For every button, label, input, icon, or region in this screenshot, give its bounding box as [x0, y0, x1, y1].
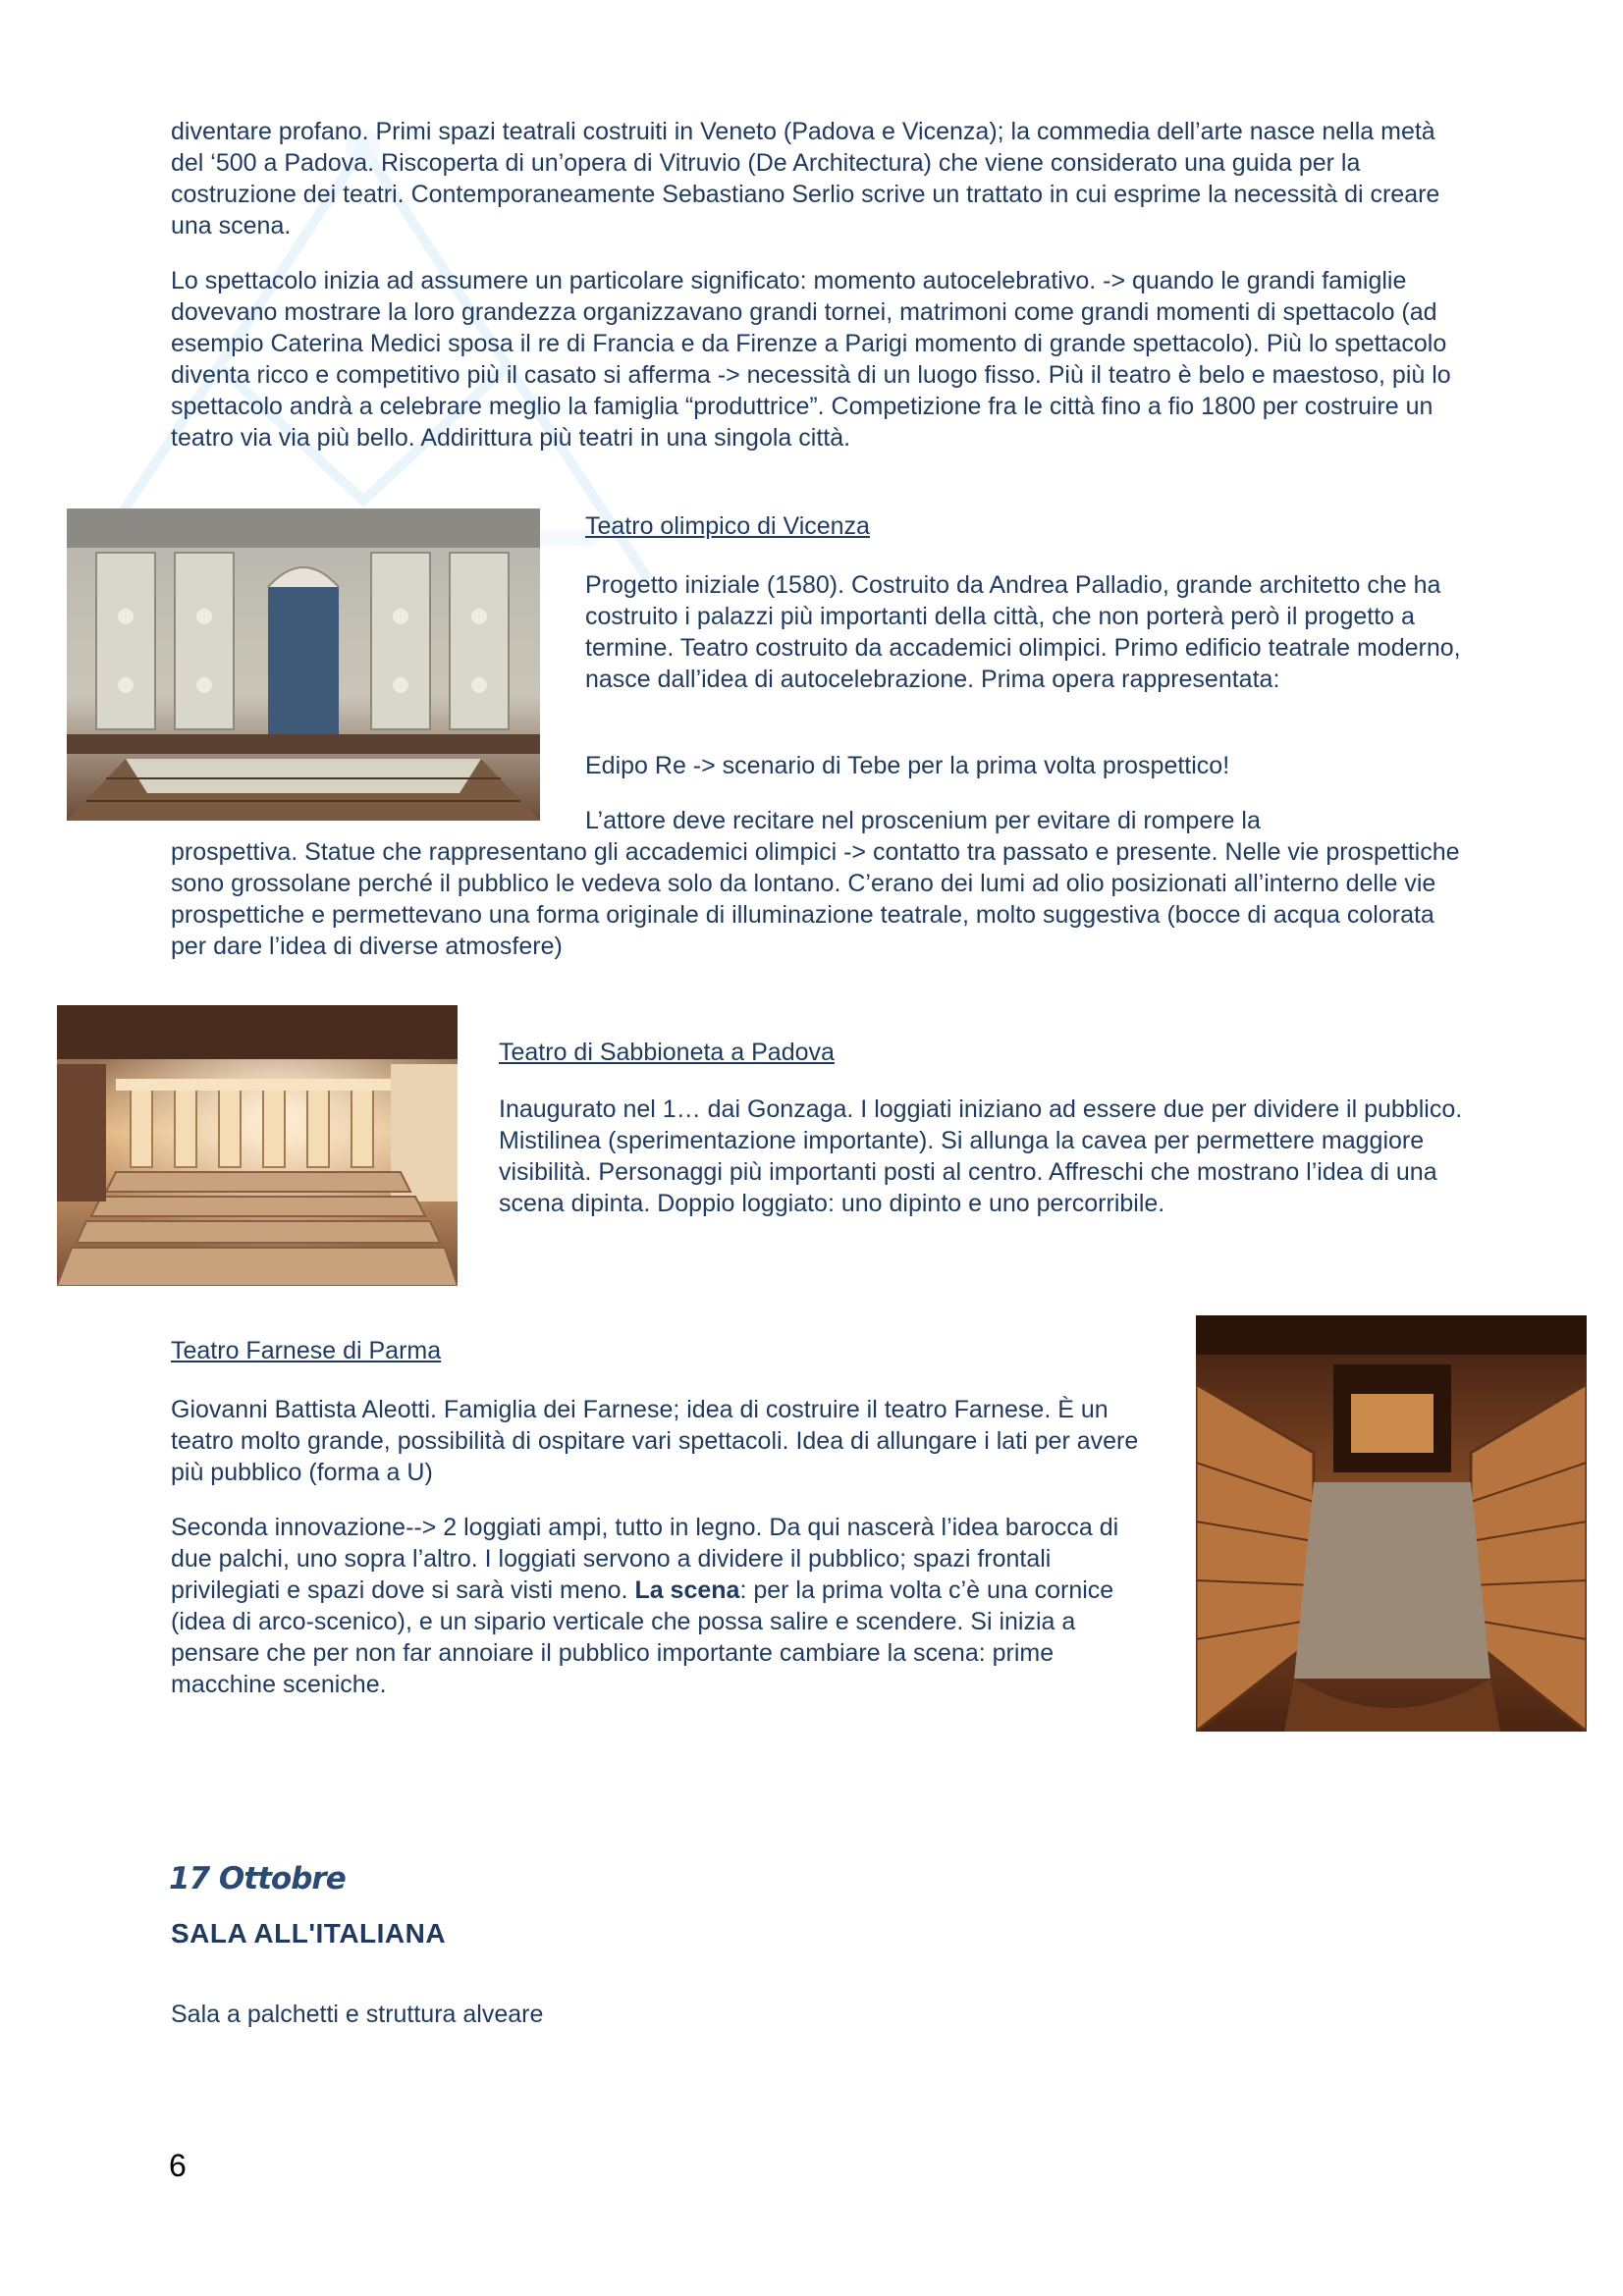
farnese-paragraph-1: Giovanni Battista Aleotti. Famiglia dei Farnese; idea di costruire il teatro Farnese. È un teatro molto grande, possibilità di ospitare vari spettacoli. Idea di allungare i lati per avere più pubblico (forma a U) [171, 1396, 1139, 1486]
sabbioneta-title[interactable]: Teatro di Sabbioneta a Padova [499, 1039, 835, 1066]
farnese-title[interactable]: Teatro Farnese di Parma [171, 1337, 442, 1364]
vicenza-paragraph-1: Progetto iniziale (1580). Costruito da Andrea Palladio, grande architetto che ha costruito i palazzi più importanti della città, che non porterà però il progetto a termine. Teatro costruito da accademici olimpici. Primo edificio teatrale moderno, nasce dall’idea di autocelebrazione. Prima opera rappresentata: [585, 571, 1461, 693]
vicenza-title[interactable]: Teatro olimpico di Vicenza [585, 512, 870, 540]
farnese-paragraph-2 [171, 1512, 1163, 1700]
teatro-olimpico-photo [67, 508, 540, 821]
section-text: Sala a palchetti e struttura alveare [171, 2001, 544, 2028]
date-heading: 17 Ottobre [169, 1861, 346, 1896]
farnese-paragraph-2-after: : per la prima volta c’è una cornice (idea di arco-scenico), e un sipario verticale che possa salire e scendere. Si inizia a pensare che per non far annoiare il pubblico importante cambiare la scena: prime macchine sceniche. [171, 1576, 1114, 1698]
vicenza-paragraph-3: prospettiva. Statue che rappresentano gli accademici olimpici -> contatto tra passato e presente. Nelle vie prospettiche sono grossolane perché il pubblico le vedeva solo da lontano. C’erano dei lumi ad olio posizionati all’interno delle vie prospettiche e permettevano una forma originale di illuminazione teatrale, molto suggestiva (bocce di acqua colorata per dare l’idea di diverse atmosfere) [171, 838, 1460, 960]
intro-paragraph-2: Lo spettacolo inizia ad assumere un particolare significato: momento autocelebrativo. -> quando le grandi famiglie dovevano mostrare la loro grandezza organizzavano grandi tornei, matrimoni come grandi momenti di spettacolo (ad esempio Caterina Medici sposa il re di Francia e da Firenze a Parigi momento di grande spettacolo). Più lo spettacolo diventa ricco e competitivo più il casato si afferma -> necessità di un luogo fisso. Più il teatro è belo e maestoso, più lo spettacolo andrà a celebrare meglio la famiglia “produttrice”. Competizione fra le città fino a fio 1800 per costruire un teatro via via più bello. Addirittura più teatri in una singola città. [171, 267, 1451, 452]
teatro-sabbioneta-photo [57, 1005, 458, 1286]
teatro-farnese-photo [1196, 1315, 1587, 1732]
vicenza-paragraph-3-first-line: L’attore deve recitare nel proscenium per evitare di rompere la [585, 807, 1261, 834]
page-number: 6 [169, 2148, 187, 2183]
vicenza-paragraph-2: Edipo Re -> scenario di Tebe per la prima volta prospettico! [585, 752, 1230, 779]
sabbioneta-paragraph-1: Inaugurato nel 1… dai Gonzaga. I loggiati iniziano ad essere due per dividere il pubblico. Mistilinea (sperimentazione importante). Si allunga la cavea per permettere maggiore visibilità. Personaggi più importanti posti al centro. Affreschi che mostrano l’idea di una scena dipinta. Doppio loggiato: uno dipinto e uno percorribile. [499, 1095, 1463, 1217]
farnese-paragraph-2-before: Seconda innovazione--> 2 loggiati ampi, tutto in legno. Da qui nascerà l’idea barocca di due palchi, uno sopra l’altro. I loggiati servono a dividere il pubblico; spazi frontali privilegiati e spazi dove si sarà visti meno. [171, 1514, 1119, 1604]
intro-paragraph-1: diventare profano. Primi spazi teatrali costruiti in Veneto (Padova e Vicenza); la commedia dell’arte nasce nella metà del ‘500 a Padova. Riscoperta di un’opera di Vitruvio (De Architectura) che viene considerato una guida per la costruzione dei teatri. Contemporaneamente Sebastiano Serlio scrive un trattato in cui esprime la necessità di creare una scena. [171, 118, 1440, 240]
la-scena-bold: La scena [634, 1576, 740, 1604]
section-heading: SALA ALL'ITALIANA [171, 1918, 447, 1949]
